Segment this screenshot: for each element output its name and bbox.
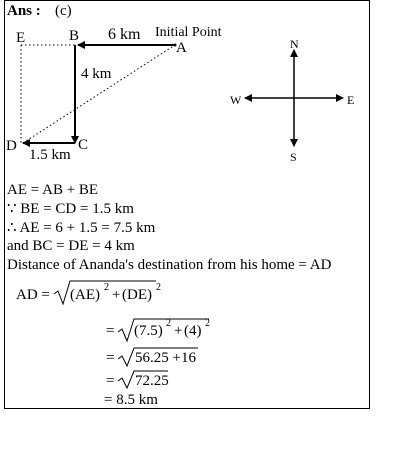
compass-east-label: E (347, 93, 355, 107)
solution-line-4: and BC = DE = 4 km (7, 238, 135, 254)
eq1-exp-b: 2 (156, 282, 161, 293)
solution-line-3: ∴ AE = 6 + 1.5 = 7.5 km (7, 220, 156, 236)
eq2-b: (4) (184, 323, 202, 339)
eq1-b: (DE) (122, 287, 152, 303)
eq2-exp-a: 2 (166, 318, 171, 329)
point-c-label: C (78, 137, 89, 153)
initial-point-label: Initial Point (155, 25, 222, 40)
eq1-a: (AE) (70, 287, 100, 303)
point-b-label: B (69, 28, 80, 44)
eq2-eq: = (106, 323, 115, 339)
eq2-plus: + (174, 323, 183, 339)
answer-choice: (c) (55, 3, 72, 19)
eq3-radicand: 56.25 +16 (135, 350, 196, 366)
bc-distance-label: 4 km (81, 66, 112, 82)
eq2-exp-b: 2 (205, 318, 210, 329)
answer-label: Ans : (7, 3, 41, 19)
eq2-a: (7.5) (134, 323, 163, 339)
compass-north-label: N (290, 37, 299, 51)
eq4-radicand: 72.25 (135, 373, 169, 389)
dc-distance-label: 1.5 km (29, 147, 71, 163)
eq4-eq: = (106, 373, 115, 389)
compass-west-label: W (230, 93, 242, 107)
ab-distance-label: 6 km (108, 26, 141, 43)
eq3-eq: = (106, 350, 115, 366)
compass-south-label: S (290, 150, 297, 164)
eq-lhs: AD = (16, 287, 50, 303)
eq1-exp-a: 2 (104, 282, 109, 293)
point-d-label: D (6, 138, 17, 154)
solution-line-1: AE = AB + BE (7, 182, 99, 198)
eq1-plus: + (112, 287, 121, 303)
solution-line-5: Distance of Ananda's destination from his home = AD (7, 257, 332, 273)
eq-result: = 8.5 km (104, 392, 158, 408)
point-e-label: E (16, 30, 26, 46)
point-a-label: A (176, 40, 187, 56)
path-da (23, 45, 175, 143)
solution-line-2: ∵ BE = CD = 1.5 km (7, 201, 134, 217)
